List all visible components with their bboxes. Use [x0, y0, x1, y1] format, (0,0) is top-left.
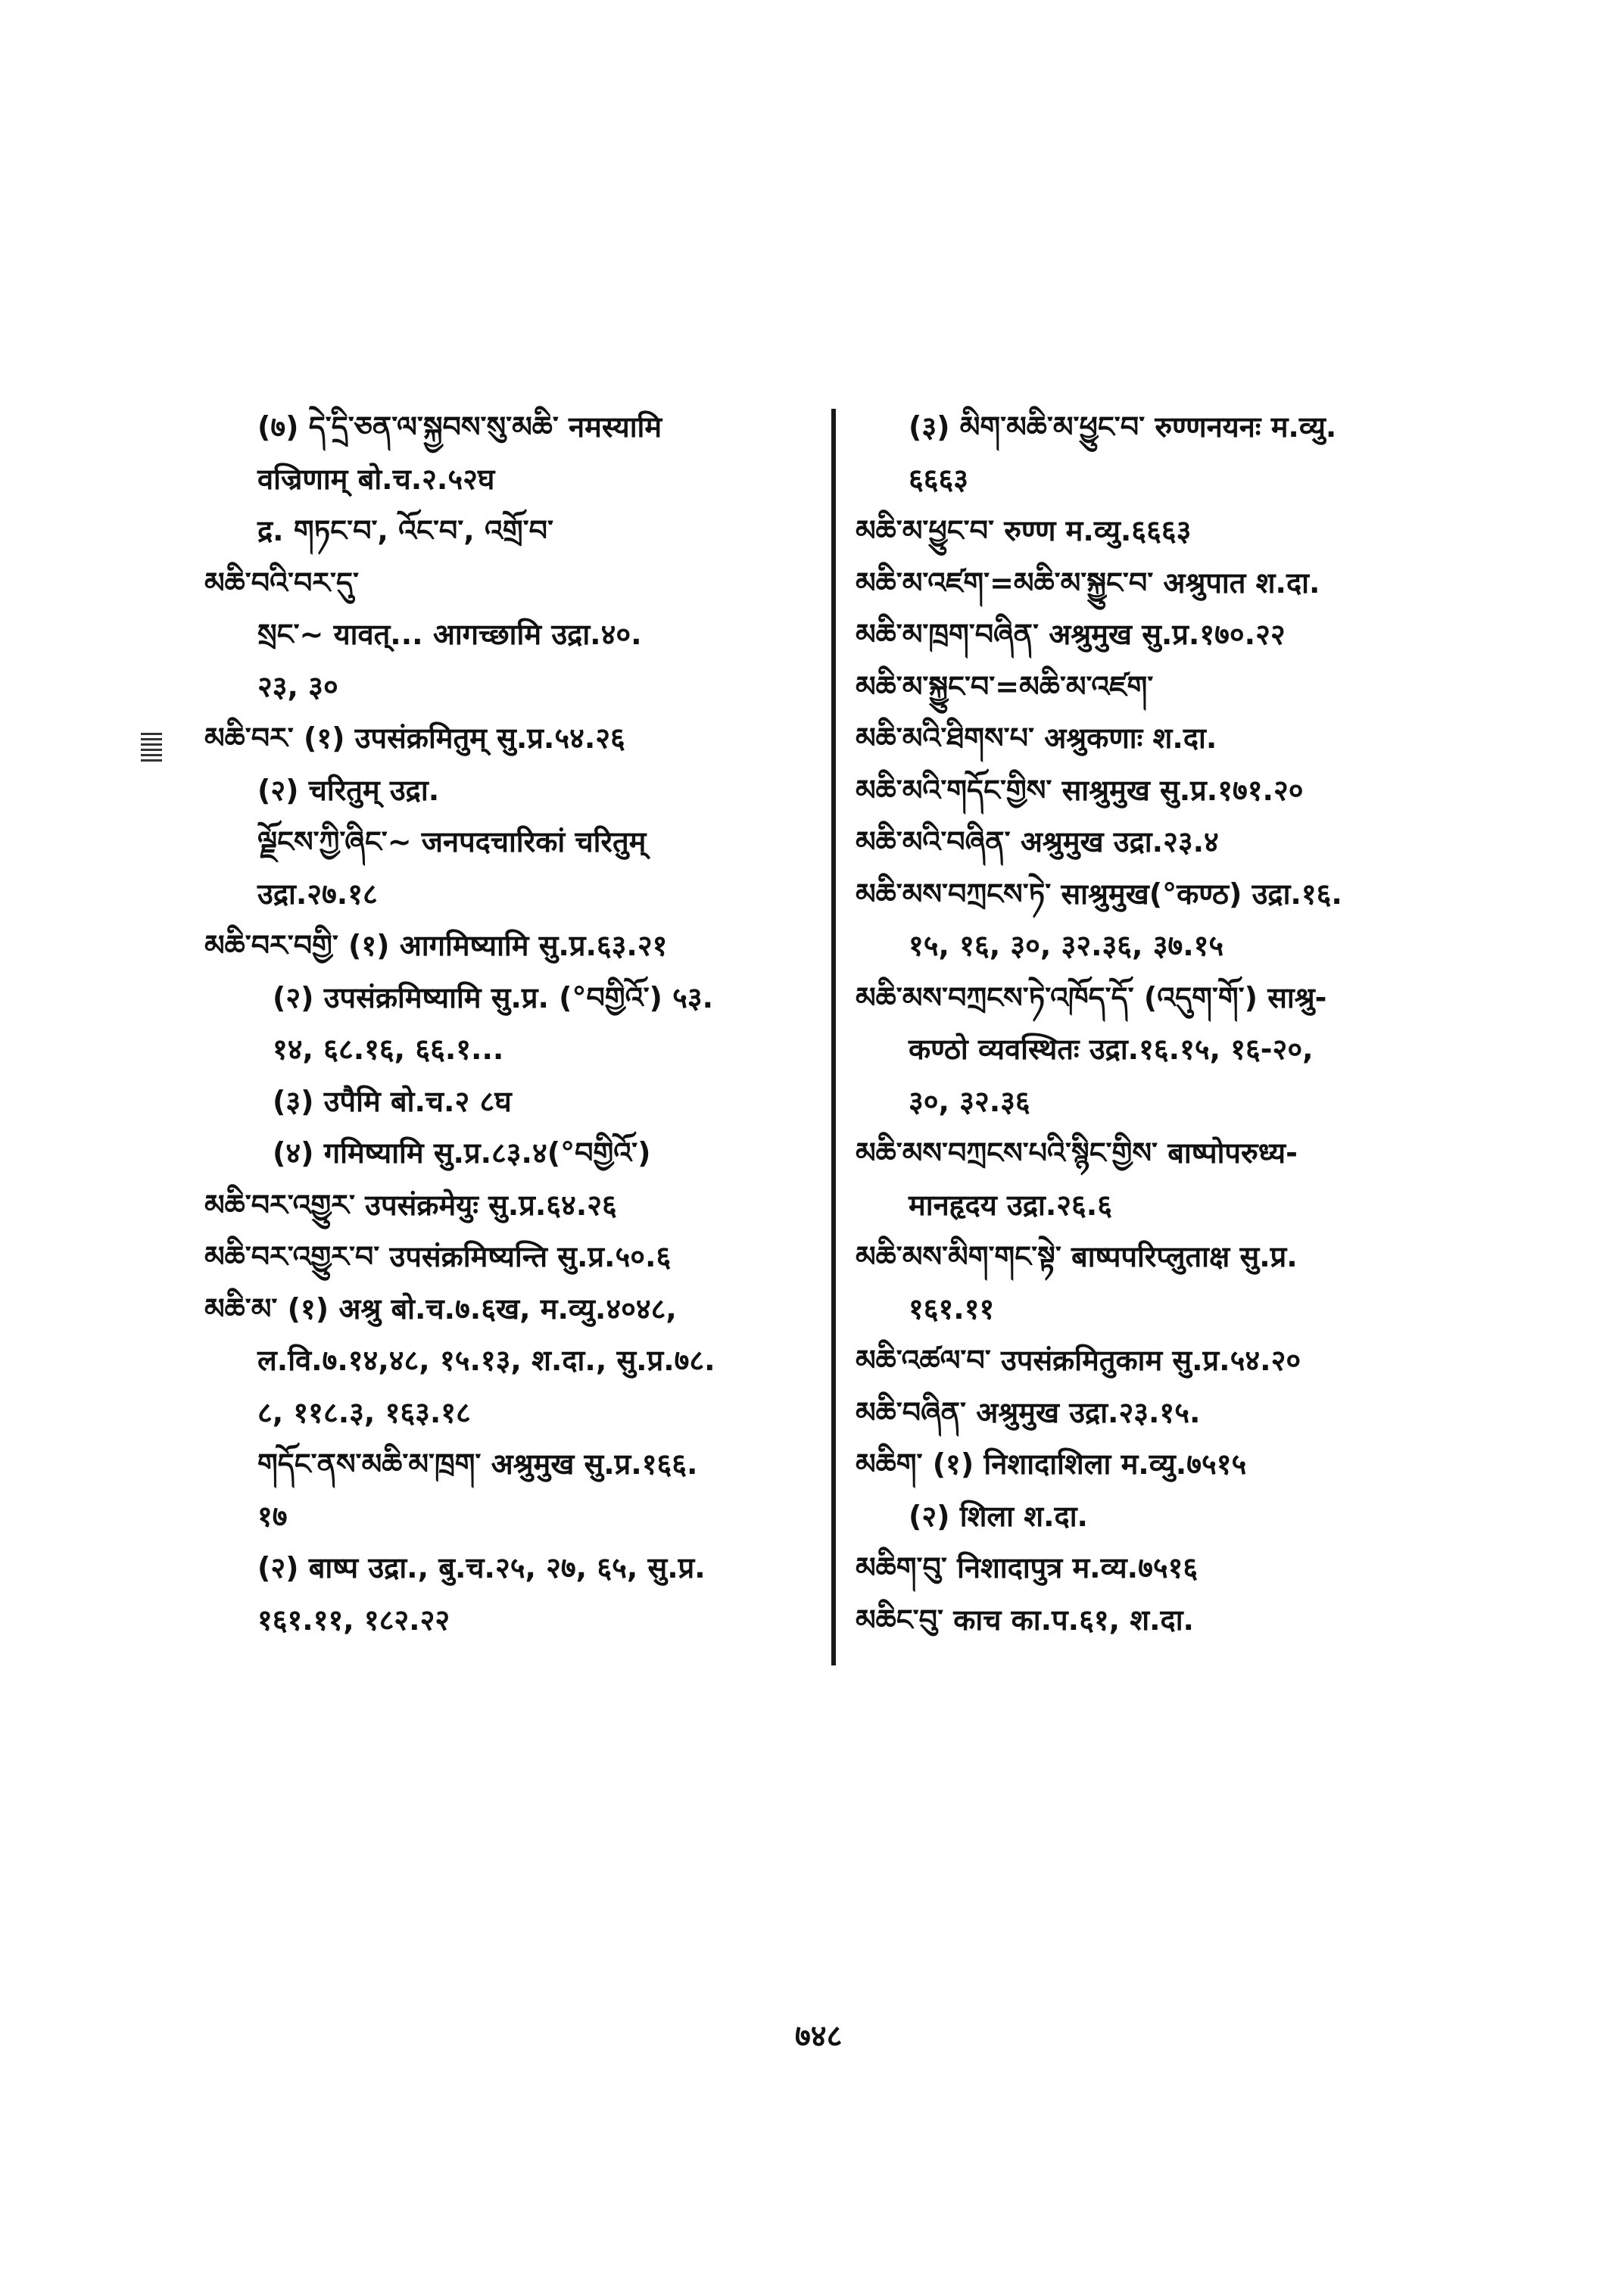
dictionary-line: མཆི་མས་བཀྲངས་ཏེ་ साश्रुमुख(°कण्ठ) उद्रा.१६.	[856, 877, 1342, 911]
dictionary-line: མཆི་མས་བཀྲངས་ཏེ་འཁོད་དོ་ (འདུག་གོ་) साश्रु-	[856, 980, 1327, 1014]
page-number: ७४८	[795, 2019, 843, 2054]
dictionary-line: २३, ३०	[257, 669, 338, 703]
dictionary-line: མཆིག་ (१) निशादाशिला म.व्यु.७५१५	[856, 1447, 1247, 1481]
dictionary-line: མཆི་མའི་གདོང་གྱིས་ साश्रुमुख सु.प्र.१७१.२०	[856, 773, 1304, 807]
margin-mark	[141, 733, 162, 771]
dictionary-line: མཆི་མས་བཀྲངས་པའི་སྙིང་གྱིས་ बाष्पोपरुध्य-	[856, 1136, 1298, 1170]
dictionary-line: ६६६३	[909, 462, 969, 496]
dictionary-line: མཆི་མའི་ཐིགས་པ་ अश्रुकणाः श.दा.	[856, 721, 1217, 755]
dictionary-line: (२) चरितुम् उद्रा.	[257, 773, 440, 807]
dictionary-line: མཆི་མ་ (१) अश्रु बो.च.७.६ख, म.व्यु.४०४८,	[204, 1291, 677, 1326]
dictionary-line: མཆི་མ་ཁྲག་བཞིན་ अश्रुमुख सु.प्र.१७०.२२	[856, 618, 1286, 651]
dictionary-line: མཆི་མའི་བཞིན་ अश्रुमुख उद्रा.२३.४	[856, 825, 1219, 858]
dictionary-line: (२) बाष्प उद्रा., बु.च.२५, २७, ६५, सु.प्र.	[257, 1551, 706, 1584]
dictionary-line: १७	[257, 1499, 288, 1533]
dictionary-line: १५, १६, ३०, ३२.३६, ३७.१५	[909, 929, 1224, 962]
column-divider	[831, 409, 836, 1665]
dictionary-line: ३०, ३२.३६	[909, 1084, 1030, 1118]
dictionary-line: མཆི་མ་སྐྱུང་བ་=མཆི་མ་འཛག་	[856, 669, 1154, 703]
dictionary-line: མཆི་བར་འགྱུར་ उपसंक्रमेयुः सु.प्र.६४.२६	[204, 1188, 617, 1222]
dictionary-line: १६१.११, १८२.२२	[257, 1603, 450, 1637]
dictionary-line: (२) शिला श.दा.	[909, 1499, 1088, 1533]
dictionary-line: མཆིང་བུ་ काच का.प.६१, श.दा.	[856, 1603, 1194, 1637]
dictionary-line: མཆི་བའི་བར་དུ་	[204, 565, 359, 600]
dictionary-line: (२) उपसंक्रमिष्यामि सु.प्र. (°བགྱིའོ་) ५३.	[273, 980, 714, 1014]
dictionary-line: ८, ११८.३, १६३.१८	[257, 1395, 471, 1429]
dictionary-line: १६१.११	[909, 1291, 995, 1326]
dictionary-line: (३) उपैमि बो.च.२ ८घ	[273, 1084, 512, 1118]
dictionary-line: མཆི་བར་བགྱི་ (१) आगमिष्यामि सु.प्र.६३.२१	[204, 929, 668, 962]
dictionary-line: (३) མིག་མཆི་མ་ཕྱུང་བ་ रुण्णनयनः म.व्यु.	[909, 410, 1337, 444]
dictionary-line: ལྗོངས་ཀྱི་ཞིང་~ जनपदचारिकां चरितुम्	[257, 825, 647, 858]
dictionary-line: མཆིག་བུ་ निशादापुत्र म.व्य.७५१६	[856, 1551, 1199, 1584]
dictionary-line: ल.वि.७.१४,४८, १५.१३, श.दा., सु.प्र.७८.	[257, 1344, 715, 1377]
dictionary-line: (४) गमिष्यामि सु.प्र.८३.४(°བགྱིའོ་)	[273, 1136, 651, 1170]
dictionary-line: མཆི་བཞིན་ अश्रुमुख उद्रा.२३.१५.	[856, 1395, 1201, 1429]
dictionary-line: १४, ६८.१६, ६६.१...	[273, 1033, 504, 1066]
dictionary-line: མཆི་མ་འཛག་=མཆི་མ་སྐྱུང་བ་ अश्रुपात श.दा.	[856, 565, 1320, 600]
dictionary-line: མཆི་མས་མིག་གང་སྟེ་ बाष्पपरिप्लुताक्ष सु.प्र.	[856, 1240, 1298, 1273]
dictionary-line: གདོང་ནས་མཆི་མ་ཁྲག་ अश्रुमुख सु.प्र.१६६.	[257, 1447, 698, 1481]
dictionary-line: (७) དེ་དྲི་ཅན་ལ་སྐྱབས་སུ་མཆི་ नमस्यामि	[257, 410, 662, 444]
dictionary-line: མཆི་འཚལ་བ་ उपसंक्रमितुकाम सु.प्र.५४.२०	[856, 1344, 1301, 1377]
dictionary-line: མཆི་བར་ (१) उपसंक्रमितुम् सु.प्र.५४.२६	[204, 721, 625, 755]
dictionary-line: कण्ठो व्यवस्थितः उद्रा.१६.१५, १६-२०,	[909, 1033, 1314, 1066]
dictionary-line: མཆི་བར་འགྱུར་བ་ उपसंक्रमिष्यन्ति सु.प्र.५०.६	[204, 1240, 672, 1273]
dictionary-line: སྲང་~ यावत्... आगच्छामि उद्रा.४०.	[257, 618, 642, 651]
dictionary-line: उद्रा.२७.१८	[257, 877, 378, 911]
dictionary-line: द्र. གཏང་བ་, འོང་བ་, འགྲོ་བ་	[257, 514, 553, 547]
dictionary-line: མཆི་མ་ཕྱུང་བ་ रुण्ण म.व्यु.६६६३	[856, 514, 1192, 547]
dictionary-line: मानहृदय उद्रा.२६.६	[909, 1188, 1112, 1222]
dictionary-line: वज्रिणाम् बो.च.२.५२घ	[257, 462, 495, 496]
